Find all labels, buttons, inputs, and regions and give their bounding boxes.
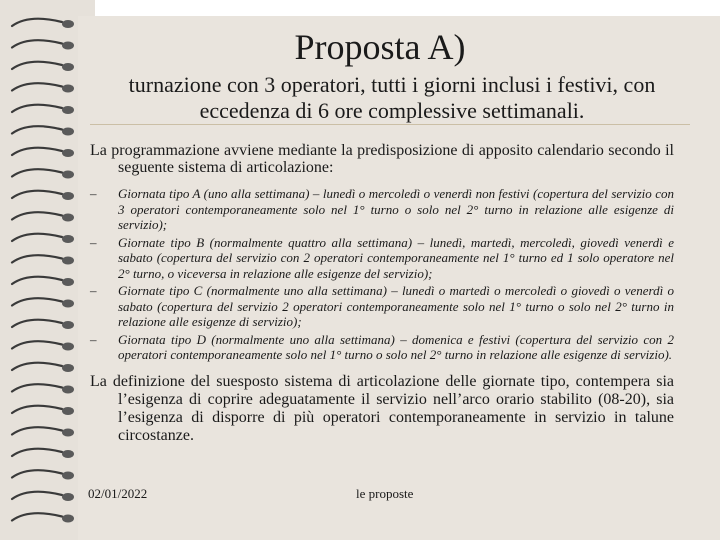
- spiral-ring: [12, 470, 62, 477]
- spiral-hole: [62, 106, 74, 114]
- spiral-ring: [12, 406, 62, 413]
- spiral-ring: [12, 62, 62, 69]
- spiral-hole: [62, 214, 74, 222]
- spiral-ring: [12, 363, 62, 370]
- spiral-hole: [62, 128, 74, 136]
- list-item: [90, 235, 674, 282]
- spiral-ring: [12, 427, 62, 434]
- spiral-ring: [12, 298, 62, 305]
- spiral-hole: [62, 364, 74, 372]
- spiral-ring: [12, 191, 62, 198]
- slide-body: [90, 142, 674, 445]
- spiral-ring: [12, 105, 62, 112]
- spiral-hole: [62, 386, 74, 394]
- spiral-ring: [12, 255, 62, 262]
- spiral-ring: [12, 320, 62, 327]
- spiral-hole: [62, 235, 74, 243]
- spiral-ring: [12, 277, 62, 284]
- slide-title: Proposta A): [294, 27, 466, 67]
- spiral-hole: [62, 171, 74, 179]
- spiral-hole: [62, 149, 74, 157]
- footer-title: le proposte: [356, 486, 414, 501]
- spiral-ring: [12, 83, 62, 90]
- spiral-hole: [62, 257, 74, 265]
- spiral-hole: [62, 493, 74, 501]
- spiral-hole: [62, 321, 74, 329]
- spiral-hole: [62, 429, 74, 437]
- spiral-hole: [62, 515, 74, 523]
- list-item: [90, 186, 674, 233]
- spiral-ring: [12, 19, 62, 26]
- spiral-hole: [62, 450, 74, 458]
- slide-subtitle: turnazione con 3 operatori, tutti i giorni inclusi i festivi, con eccedenza di 6 ore complessive settimanali.: [128, 72, 656, 123]
- spiral-hole: [62, 85, 74, 93]
- spiral-hole: [62, 42, 74, 50]
- spiral-hole: [62, 192, 74, 200]
- spiral-hole: [62, 472, 74, 480]
- spiral-hole: [62, 20, 74, 28]
- spiral-hole: [62, 300, 74, 308]
- list-item-text: Giornata tipo D (normalmente uno alla settimana) – domenica e festivi (copertura del servizio con 2 operatori contemporaneamente solo nel 1° turno o solo nel 2° turno in relazione alle esigenze di servizio).: [118, 331, 674, 362]
- spiral-ring: [12, 126, 62, 133]
- list-item-text: Giornate tipo C (normalmente uno alla settimana) – lunedì o martedì o mercoledì o giovedì o venerdì o sabato (copertura del servizio 2 operatori contemporaneamente solo nel 1° turno o solo nel 2° turno in relazione alle esigenze di servizio);: [118, 283, 674, 329]
- spiral-ring: [12, 234, 62, 241]
- list-dash: –: [90, 283, 97, 298]
- list-dash: –: [90, 186, 97, 201]
- list-item-text: Giornata tipo A (uno alla settimana) – lunedì o mercoledì o venerdì non festivi (copertura del servizio con 3 operatori contemporaneamente solo nel 1° turno o solo nel 2° turno in relazione alle esigenze di servizio);: [118, 186, 674, 232]
- spiral-ring: [12, 492, 62, 499]
- spiral-ring: [12, 384, 62, 391]
- list-dash: –: [90, 331, 97, 347]
- spiral-ring: [12, 212, 62, 219]
- footer-date: 02/01/2022: [88, 486, 148, 501]
- day-type-list: [90, 186, 674, 363]
- spiral-ring: [12, 40, 62, 47]
- spiral-hole: [62, 278, 74, 286]
- list-item-text: Giornate tipo B (normalmente quattro alla settimana) – lunedì, martedì, mercoledì, giovedì venerdì e sabato (copertura del servizio con 2 operatori contemporaneamente nel 1° turno ed 1 solo operatore nel 2° turno, o viceversa in relazione alle esigenze del servizio);: [118, 234, 674, 281]
- closing-paragraph: La definizione del suesposto sistema di articolazione delle giornate tipo, contempera sia l’esigenza di coprire adeguatamente il servizio nell’arco orario stabilito (08-20), sia l’esigenza di disporre di più operatori contemporaneamente in servizio in talune circostanze.: [90, 372, 674, 444]
- intro-paragraph: La programmazione avviene mediante la predisposizione di apposito calendario secondo il seguente sistema di articolazione:: [90, 142, 674, 176]
- list-dash: –: [90, 234, 97, 250]
- spiral-ring: [12, 341, 62, 348]
- spiral-ring: [12, 449, 62, 456]
- spiral-ring: [12, 169, 62, 176]
- list-item: [90, 332, 674, 363]
- spiral-ring: [12, 513, 62, 520]
- spiral-ring: [12, 148, 62, 155]
- spiral-hole: [62, 407, 74, 415]
- spiral-hole: [62, 343, 74, 351]
- spiral-hole: [62, 63, 74, 71]
- spiral-binding-icon: [6, 10, 76, 535]
- list-item: [90, 283, 674, 330]
- title-divider: [90, 124, 690, 125]
